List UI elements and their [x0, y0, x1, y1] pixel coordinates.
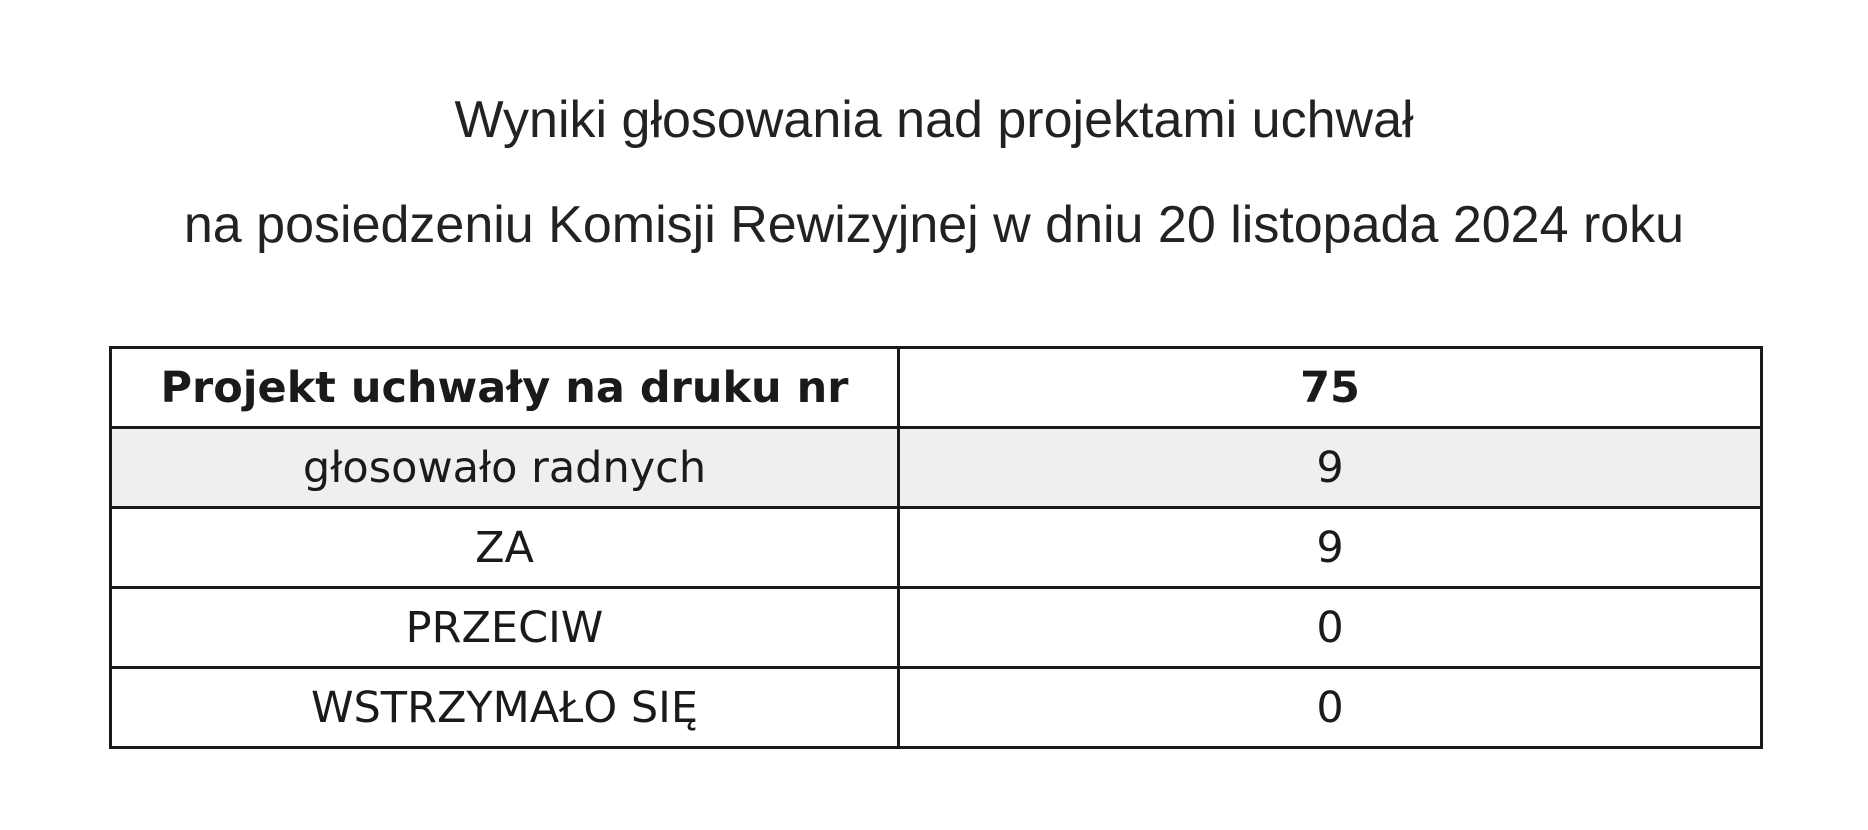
- row-label-cell: PRZECIW: [111, 588, 899, 668]
- voting-results-table: [109, 346, 1763, 749]
- table-header-row: [111, 348, 1762, 428]
- document-title-line-2: na posiedzeniu Komisji Rewizyjnej w dniu 20 listopada 2024 roku: [183, 196, 1685, 254]
- table-row: [111, 668, 1762, 748]
- document-title-line-1: Wyniki głosowania nad projektami uchwał: [454, 91, 1414, 149]
- row-label-cell: ZA: [111, 508, 899, 588]
- row-value-cell: 9: [899, 508, 1762, 588]
- table-row: [111, 588, 1762, 668]
- row-value-cell: 0: [899, 588, 1762, 668]
- row-label-cell: głosowało radnych: [111, 428, 899, 508]
- row-value-cell: 0: [899, 668, 1762, 748]
- table-row: [111, 508, 1762, 588]
- header-label-cell: Projekt uchwały na druku nr: [111, 348, 899, 428]
- row-value-cell: 9: [899, 428, 1762, 508]
- table-row: [111, 428, 1762, 508]
- header-value-cell: 75: [899, 348, 1762, 428]
- row-label-cell: WSTRZYMAŁO SIĘ: [111, 668, 899, 748]
